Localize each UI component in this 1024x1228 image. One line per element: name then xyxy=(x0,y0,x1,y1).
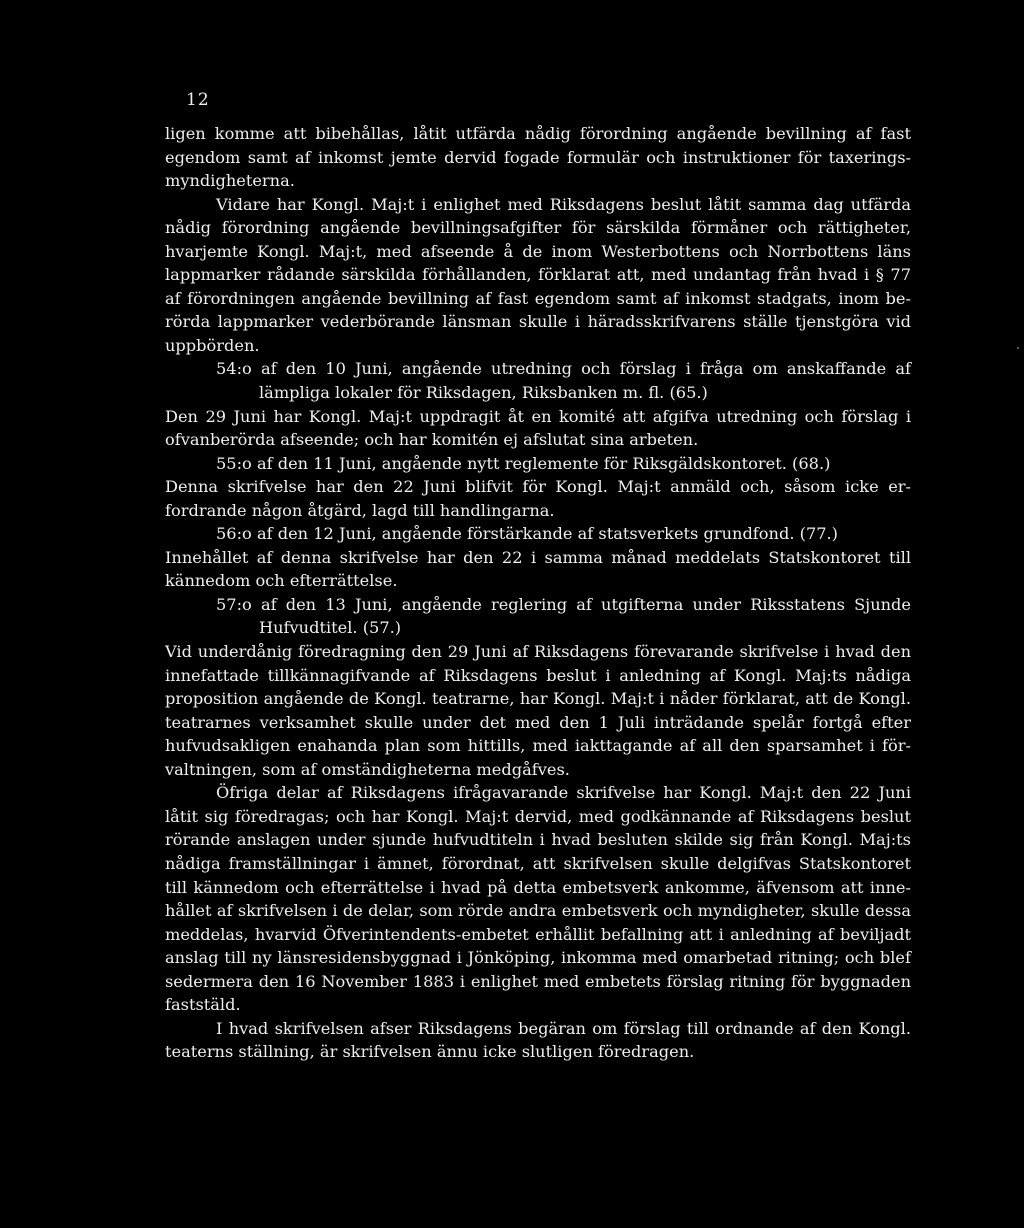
paragraph-bevillningsafgifter: Vidare har Kongl. Maj:t i enlighet med Riksdagens beslut låtit samma dag utfärda nådig förordning angående bevillningsafgifter för särskilda förmåner och rättigheter, hvarjemte Kongl. Maj:t, med afseende å de inom Westerbottens och Norrbottens läns lappmarker rådande särskilda förhållanden, förklarat att, med undantag från hvad i § 77 af förordningen angående bevillning af fast egendom samt af inkomst stadgats, inom berörda lappmarker vederbörande länsman skulle i häradsskrifvarens ställe tjenstgöra vid uppbörden. xyxy=(165,194,911,355)
paragraph-ofriga-delar: Öfriga delar af Riksdagens ifrågavarande skrifvelse har Kongl. Maj:t den 22 Juni låtit sig föredragas; och har Kongl. Maj:t dervid, med godkännande af Riksdagens beslut rörande anslagen under sjunde hufvudtiteln i hvad besluten skilde sig från Kongl. Maj:ts nådiga framställningar i ämnet, förordnat, att skrifvelsen skulle delgifvas Statskontoret till kännedom och efterrättelse i hvad på detta embetsverk ankomme, äfvensom att innehållet af skrifvelsen i de delar, som rörde andra embetsverk och myndigheter, skulle dessa meddelas, hvarvid Öfverintendents-embetet erhållit befallning att i anledning af beviljadt anslag till ny länsresidensbyggnad i Jönköping, inkomma med omarbetad ritning; och blef sedermera den 16 November 1883 i enlighet med embetets förslag ritning för byggnaden faststäld. xyxy=(165,783,911,1015)
item-56-body: Innehållet af denna skrifvelse har den 22 i samma månad meddelats Statskontoret till kännedom och efterrättelse. xyxy=(165,547,911,591)
scan-speck xyxy=(1017,347,1019,349)
item-57-heading: 57:o af den 13 Juni, angående reglering af utgifterna under Riksstatens Sjunde Hufvudtitel. (57.) xyxy=(216,594,911,638)
page-number: 12 xyxy=(186,90,210,110)
item-56-heading: 56:o af den 12 Juni, angående förstärkande af statsverkets grundfond. (77.) xyxy=(216,524,839,544)
body-text xyxy=(165,122,911,1064)
item-55-body: Denna skrifvelse har den 22 Juni blifvit för Kongl. Maj:t anmäld och, såsom icke erfordrande någon åtgärd, lagd till handlingarna. xyxy=(165,477,911,520)
item-57-body: Vid underdånig föredragning den 29 Juni af Riksdagens förevarande skrifvelse i hvad den innefattade tillkännagifvande af Riksdagens beslut i anledning af Kongl. Maj:ts nådiga proposition angående de Kongl. teatrarne, har Kongl. Maj:t i nåder förklarat, att de Kongl. teatrarnes verksamhet skulle under det med den 1 Juli inträdande spelår fortgå efter hufvudsakligen enahanda plan som hittills, med iakttagande af all den sparsamhet i förvaltningen, som af omständigheterna medgåfves. xyxy=(165,642,911,779)
item-54-body: Den 29 Juni har Kongl. Maj:t uppdragit åt en komité att afgifva utredning och förslag i ofvanberörda afseende; och har komitén ej afslutat sina arbeten. xyxy=(165,406,911,450)
paragraph-continuation: ligen komme att bibehållas, låtit utfärda nådig förordning angående bevillning af fast egendom samt af inkomst jemte dervid fogade formulär och instruktioner för taxeringsmyndigheterna. xyxy=(165,124,911,191)
item-55-heading: 55:o af den 11 Juni, angående nytt reglemente för Riksgäldskontoret. (68.) xyxy=(216,453,831,473)
paragraph-closing: I hvad skrifvelsen afser Riksdagens begäran om förslag till ordnande af den Kongl. teaterns ställning, är skrifvelsen ännu icke slutligen föredragen. xyxy=(165,1018,911,1062)
item-54-heading: 54:o af den 10 Juni, angående utredning och förslag i fråga om anskaffande af lämpliga lokaler för Riksdagen, Riksbanken m. fl. (65.) xyxy=(216,359,911,403)
